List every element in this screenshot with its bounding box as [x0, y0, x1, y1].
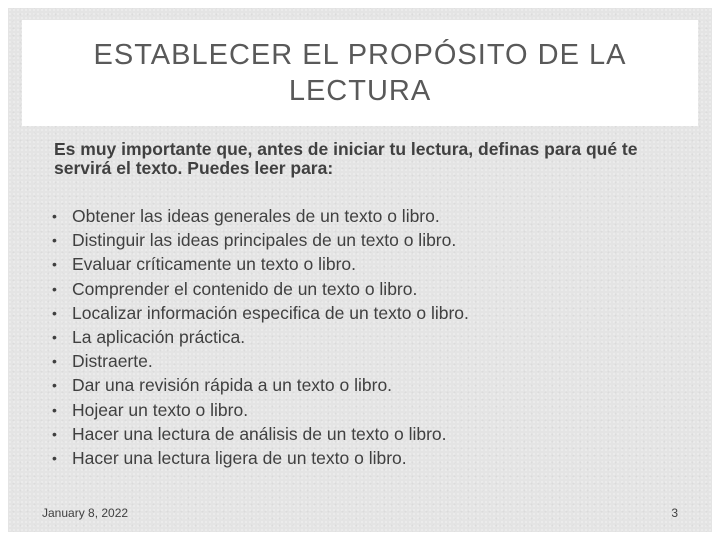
list-item — [52, 349, 692, 373]
list-item — [52, 373, 692, 397]
title-box — [22, 20, 698, 126]
list-item-text: Obtener las ideas generales de un texto o libro. — [72, 206, 440, 226]
list-item — [52, 252, 692, 276]
bullet-icon: • — [52, 232, 57, 249]
bullet-icon: • — [52, 377, 57, 394]
bullet-icon: • — [52, 256, 57, 273]
bullet-icon: • — [52, 208, 57, 224]
bullet-list — [52, 204, 692, 470]
list-item-text: Hacer una lectura ligera de un texto o libro. — [72, 448, 407, 469]
bullet-icon: • — [52, 425, 57, 442]
bullet-icon: • — [52, 329, 57, 346]
intro-paragraph: Es muy importante que, antes de iniciar tu lectura, definas para qué te servirá el texto. Puedes leer para: — [54, 139, 638, 178]
list-item-text: La aplicación práctica. — [72, 327, 246, 348]
list-item-text: Dar una revisión rápida a un texto o libro. — [72, 375, 393, 396]
bullet-icon: • — [52, 280, 57, 297]
list-item — [52, 398, 692, 422]
bullet-icon: • — [52, 353, 57, 370]
list-item-text: Distraerte. — [72, 351, 153, 372]
slide-number: 3 — [671, 506, 678, 520]
list-item-text: Localizar información especifica de un texto o libro. — [72, 302, 469, 323]
slide-title: ESTABLECER EL PROPÓSITO DE LA LECTURA — [93, 39, 627, 107]
bullet-icon: • — [52, 401, 57, 418]
list-item-text: Hacer una lectura de análisis de un texto o libro. — [72, 423, 447, 444]
slide — [8, 8, 712, 532]
footer-date: January 8, 2022 — [42, 506, 129, 520]
list-item — [52, 228, 692, 252]
bullet-icon: • — [52, 450, 57, 467]
list-item — [52, 422, 692, 446]
bullet-icon: • — [52, 304, 57, 321]
list-item — [52, 301, 692, 325]
list-item — [52, 204, 692, 228]
list-item-text: Hojear un texto o libro. — [72, 399, 249, 420]
list-item-text: Evaluar críticamente un texto o libro. — [72, 254, 357, 275]
list-item-text: Distinguir las ideas principales de un texto o libro. — [72, 230, 457, 251]
list-item — [52, 446, 692, 470]
list-item-text: Comprender el contenido de un texto o libro. — [72, 278, 418, 299]
list-item — [52, 325, 692, 349]
list-item — [52, 277, 692, 301]
